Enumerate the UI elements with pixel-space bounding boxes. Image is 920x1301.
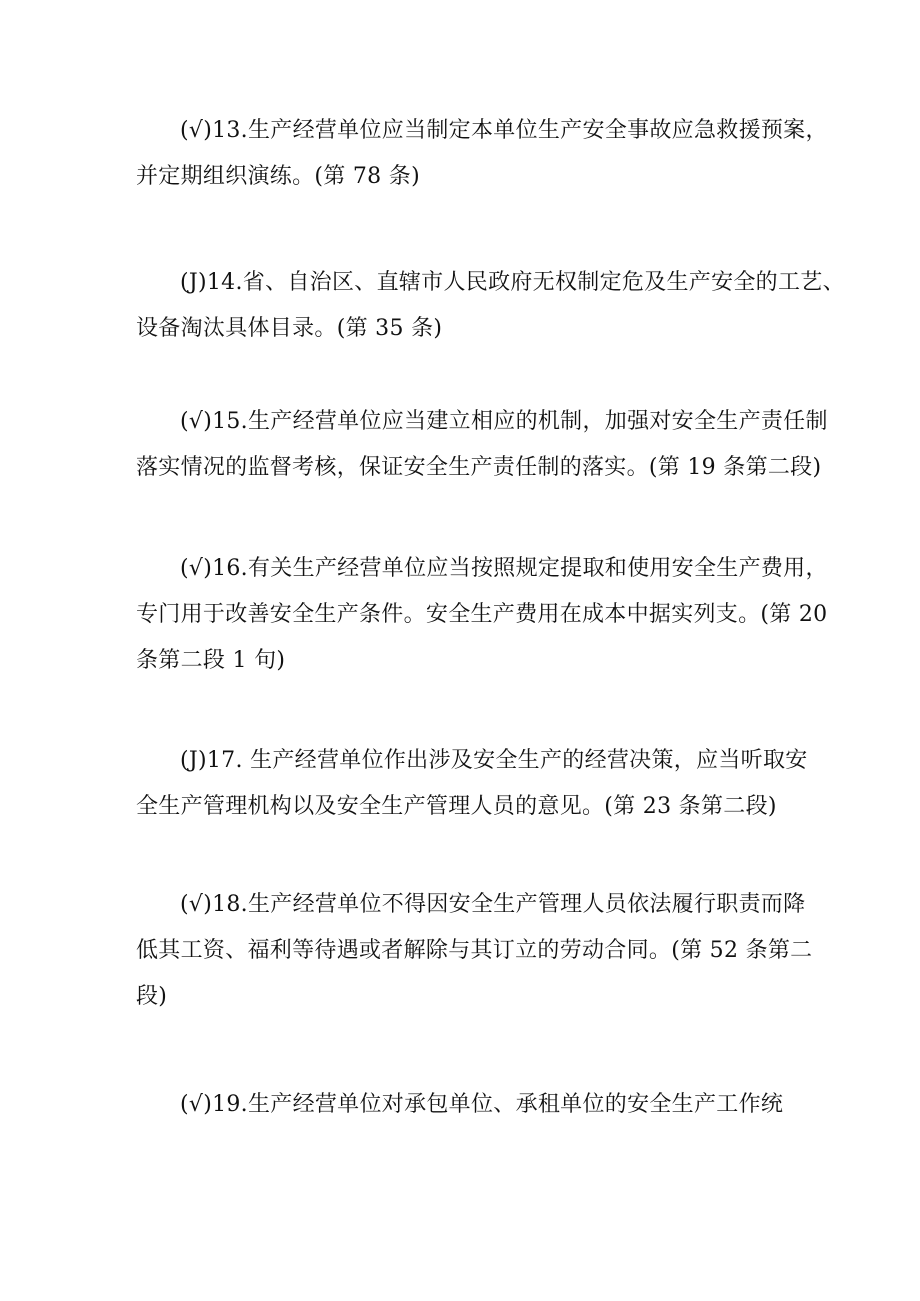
question-16-line-3: 条第二段 1 句)	[136, 648, 286, 673]
question-18-line-1: (√)18.生产经营单位不得因安全生产管理人员依法履行职责而降	[180, 892, 806, 917]
question-18-line-3: 段)	[136, 984, 168, 1009]
question-18	[136, 882, 813, 1020]
question-16	[136, 546, 828, 684]
question-15	[136, 399, 828, 491]
question-17	[136, 738, 808, 830]
question-16-line-2: 专门用于改善安全生产条件。安全生产费用在成本中据实列支。(第 20	[136, 602, 828, 627]
question-14-line-1: (J)14.省、自治区、直辖市人民政府无权制定危及生产安全的工艺、	[180, 270, 845, 295]
question-14-line-2: 设备淘汰具体目录。(第 35 条)	[136, 316, 443, 341]
question-16-line-1: (√)16.有关生产经营单位应当按照规定提取和使用安全生产费用，	[180, 556, 828, 581]
question-19	[136, 1082, 800, 1128]
question-13-line-1: (√)13.生产经营单位应当制定本单位生产安全事故应急救援预案，	[180, 118, 828, 143]
question-17-line-2: 全生产管理机构以及安全生产管理人员的意见。(第 23 条第二段)	[136, 794, 777, 819]
question-17-line-1: (J)17. 生产经营单位作出涉及安全生产的经营决策，应当听取安	[180, 748, 808, 773]
question-14	[136, 260, 845, 352]
question-15-line-1: (√)15.生产经营单位应当建立相应的机制，加强对安全生产责任制	[180, 409, 828, 434]
question-19-line-1: (√)19.生产经营单位对承包单位、承租单位的安全生产工作统	[180, 1092, 784, 1117]
question-18-line-2: 低其工资、福利等待遇或者解除与其订立的劳动合同。(第 52 条第二	[136, 938, 813, 963]
question-13	[136, 108, 828, 200]
question-13-line-2: 并定期组织演练。(第 78 条)	[136, 164, 420, 189]
question-15-line-2: 落实情况的监督考核，保证安全生产责任制的落实。(第 19 条第二段)	[136, 455, 822, 480]
